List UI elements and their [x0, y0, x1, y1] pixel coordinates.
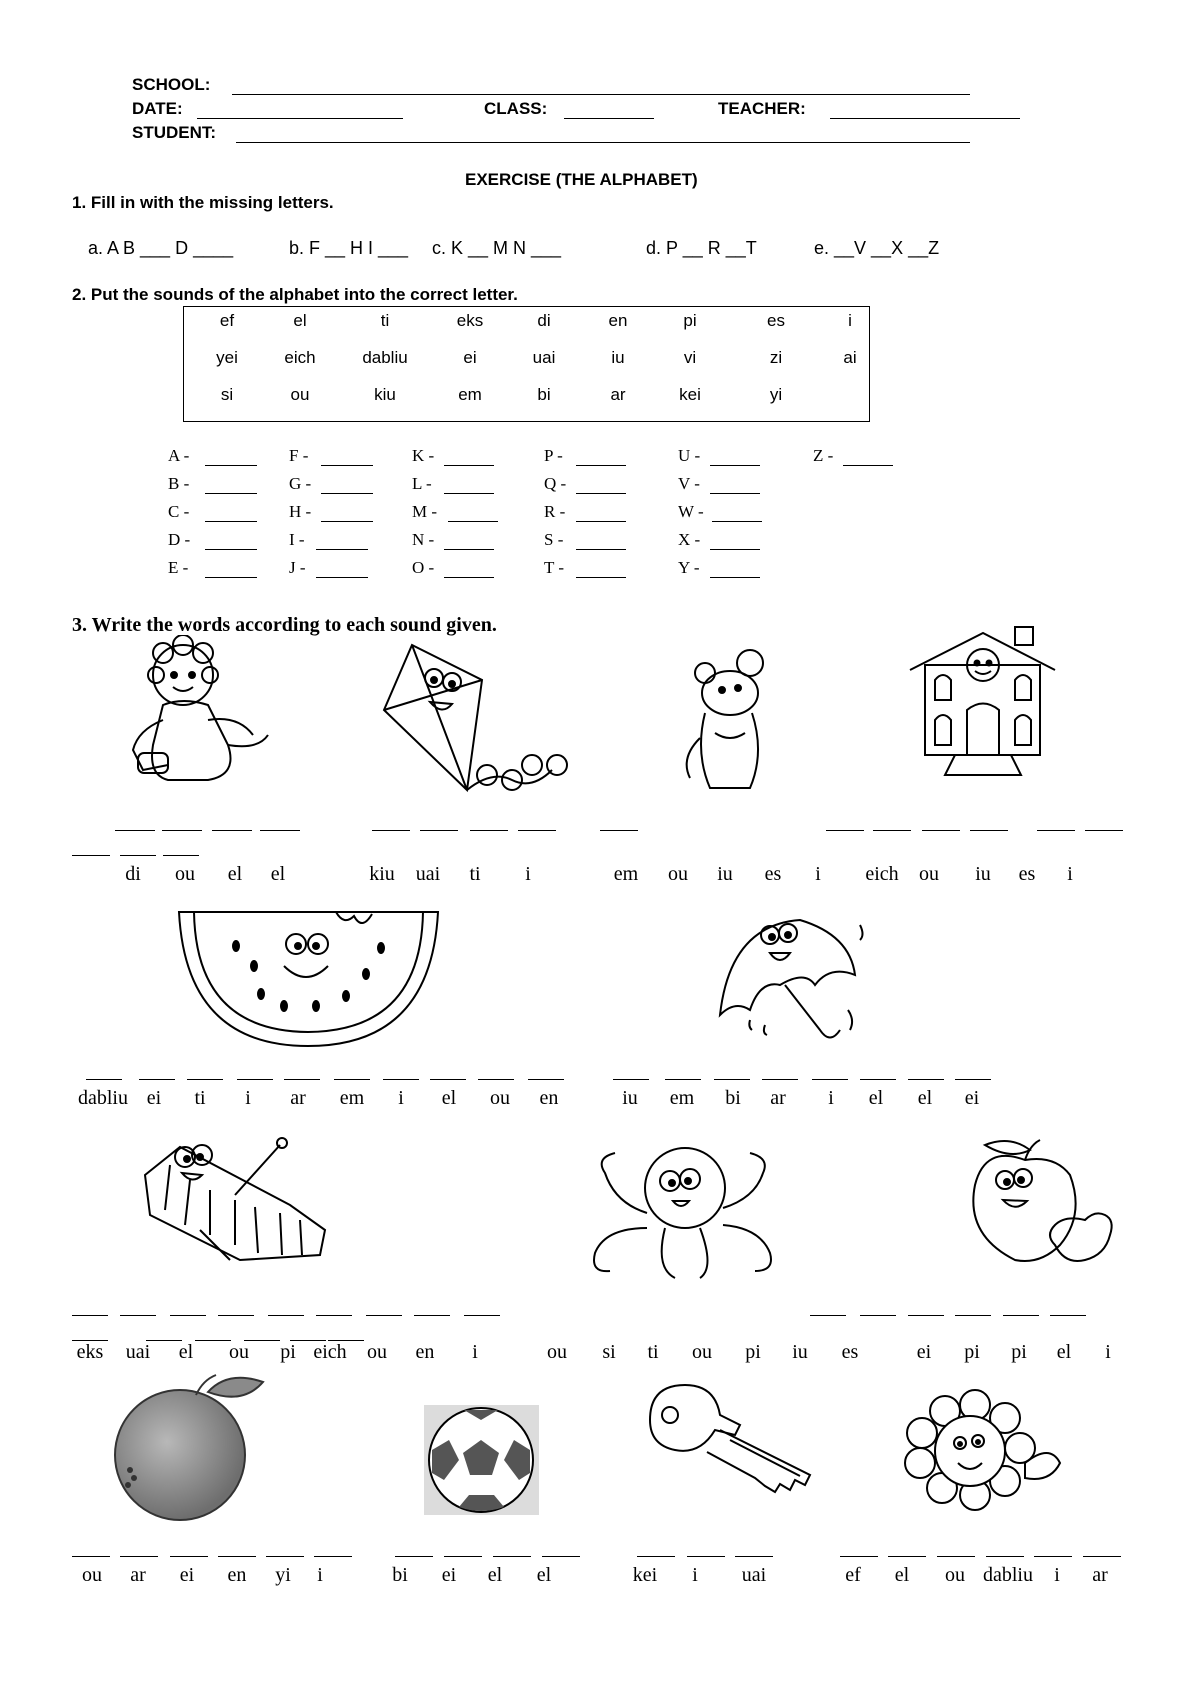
letter-blank[interactable] — [576, 521, 626, 522]
sound-label: ou — [919, 863, 939, 885]
sound-label: en — [539, 1087, 559, 1109]
sound-label: en — [227, 1564, 247, 1586]
sound-label: em — [669, 1087, 695, 1109]
answer-blank[interactable] — [366, 1315, 402, 1316]
sound-label: ti — [469, 863, 481, 885]
answer-blank[interactable] — [1037, 830, 1075, 831]
letter-label: K - — [412, 446, 435, 465]
letter-blank[interactable] — [710, 549, 760, 550]
answer-blank[interactable] — [922, 830, 960, 831]
letter-label: R - — [544, 502, 566, 521]
ex1-item-e: e. __V __X __Z — [814, 238, 940, 258]
sound-label: kei — [632, 1564, 658, 1586]
answer-blank[interactable] — [237, 1079, 273, 1080]
answer-blank[interactable] — [1050, 1315, 1086, 1316]
date-field[interactable] — [197, 118, 403, 119]
answer-blank[interactable] — [187, 1079, 223, 1080]
answer-blank[interactable] — [86, 1079, 122, 1080]
sound: si — [220, 385, 234, 404]
sound-label: yi — [275, 1564, 291, 1586]
sound-label: ou — [547, 1341, 567, 1363]
letter-label: B - — [168, 474, 190, 493]
sound: di — [537, 311, 551, 330]
answer-blank[interactable] — [840, 1556, 878, 1557]
ex1-heading: 1. Fill in with the missing letters. — [72, 193, 334, 212]
answer-blank[interactable] — [1003, 1315, 1039, 1316]
sound-label: i — [1067, 863, 1073, 885]
answer-blank[interactable] — [665, 1079, 701, 1080]
ex1-item-b: b. F __ H I ___ — [289, 238, 409, 258]
sound-label: ou — [367, 1341, 387, 1363]
answer-blank[interactable] — [115, 830, 155, 831]
sound-label: i — [828, 1087, 834, 1109]
page-title: EXERCISE (THE ALPHABET) — [465, 170, 698, 189]
sound: en — [608, 311, 628, 330]
sound-label: ar — [130, 1564, 146, 1586]
letter-blank[interactable] — [316, 549, 368, 550]
sound-label: dabliu — [983, 1564, 1033, 1586]
letter-label: W - — [678, 502, 704, 521]
letter-label: A - — [168, 446, 190, 465]
letter-label: I - — [289, 530, 305, 549]
doll-icon — [128, 635, 298, 790]
sound: ai — [843, 348, 857, 367]
answer-blank[interactable] — [542, 1556, 580, 1557]
answer-blank[interactable] — [414, 1315, 450, 1316]
sound: ar — [610, 385, 626, 404]
letter-blank[interactable] — [576, 577, 626, 578]
answer-blank[interactable] — [613, 1079, 649, 1080]
sound-label: el — [178, 1341, 194, 1363]
sound: eich — [284, 348, 316, 367]
sound-label: i — [525, 863, 531, 885]
sound-label: en — [415, 1341, 435, 1363]
sound-label: di — [125, 863, 141, 885]
kite-icon — [382, 640, 582, 805]
answer-blank[interactable] — [518, 830, 556, 831]
sound-label: pi — [964, 1341, 980, 1363]
apple-icon — [965, 1135, 1120, 1270]
answer-blank[interactable] — [268, 1315, 304, 1316]
answer-blank[interactable] — [970, 830, 1008, 831]
sound-label: i — [317, 1564, 323, 1586]
answer-blank[interactable] — [714, 1079, 750, 1080]
mouse-icon — [680, 648, 775, 803]
answer-blank[interactable] — [316, 1315, 352, 1316]
sound-label: eich — [313, 1341, 347, 1363]
sound-label: pi — [280, 1341, 296, 1363]
sound-label: kiu — [369, 863, 395, 885]
sound-label: ar — [770, 1087, 786, 1109]
answer-blank[interactable] — [1034, 1556, 1072, 1557]
answer-blank[interactable] — [120, 1315, 156, 1316]
sound: zi — [769, 348, 783, 367]
letter-blank[interactable] — [843, 465, 893, 466]
sound-label: ou — [175, 863, 195, 885]
answer-blank[interactable] — [395, 1556, 433, 1557]
letter-label: N - — [412, 530, 435, 549]
answer-blank[interactable] — [163, 855, 199, 856]
letter-blank[interactable] — [576, 465, 626, 466]
ex1-item-d: d. P __ R __T — [646, 238, 757, 258]
letter-label: H - — [289, 502, 312, 521]
ex3-heading: 3. Write the words according to each sound given. — [72, 614, 497, 636]
sound: dabliu — [362, 348, 408, 367]
letter-blank[interactable] — [205, 577, 257, 578]
answer-blank[interactable] — [139, 1079, 175, 1080]
sound-label: ou — [82, 1564, 102, 1586]
sound-label: el — [487, 1564, 503, 1586]
sound-label: ar — [1092, 1564, 1108, 1586]
answer-blank[interactable] — [908, 1315, 944, 1316]
letter-blank[interactable] — [710, 465, 760, 466]
teacher-field[interactable] — [830, 118, 1020, 119]
answer-blank[interactable] — [888, 1556, 926, 1557]
answer-blank[interactable] — [464, 1315, 500, 1316]
sound-label: es — [764, 863, 782, 885]
letter-blank[interactable] — [321, 493, 373, 494]
ex1-item-c: c. K __ M N ___ — [432, 238, 562, 258]
sound-label: iu — [792, 1341, 808, 1363]
sound: yi — [769, 385, 783, 404]
sound-label: eks — [76, 1341, 104, 1363]
letter-label: F - — [289, 446, 309, 465]
sound-label: i — [245, 1087, 251, 1109]
house-icon — [905, 625, 1060, 785]
letter-blank[interactable] — [576, 549, 626, 550]
answer-blank[interactable] — [72, 1556, 110, 1557]
flower-icon — [880, 1383, 1065, 1518]
sound: iu — [611, 348, 625, 367]
student-field[interactable] — [236, 142, 970, 143]
sound-label: el — [227, 863, 243, 885]
sound-label: si — [602, 1341, 616, 1363]
sound-label: pi — [745, 1341, 761, 1363]
sound-label: uai — [125, 1341, 151, 1363]
sound-label: ou — [668, 863, 688, 885]
letter-blank[interactable] — [576, 493, 626, 494]
letter-blank[interactable] — [712, 521, 762, 522]
answer-blank[interactable] — [72, 855, 110, 856]
sound: ef — [219, 311, 235, 330]
answer-blank[interactable] — [762, 1079, 798, 1080]
answer-blank[interactable] — [1085, 830, 1123, 831]
sound-label: ei — [916, 1341, 932, 1363]
sound-label: es — [841, 1341, 859, 1363]
letter-label: G - — [289, 474, 312, 493]
letter-label: E - — [168, 558, 189, 577]
sound: kei — [679, 385, 701, 404]
answer-blank[interactable] — [334, 1079, 370, 1080]
sound: yei — [216, 348, 238, 367]
letter-label: J - — [289, 558, 306, 577]
answer-blank[interactable] — [812, 1079, 848, 1080]
answer-blank[interactable] — [470, 830, 508, 831]
letter-label: X - — [678, 530, 701, 549]
date-label: DATE: — [132, 99, 183, 118]
sound-label: bi — [392, 1564, 408, 1586]
answer-blank[interactable] — [146, 1340, 182, 1341]
sound-label: ti — [647, 1341, 659, 1363]
watermelon-icon — [176, 906, 441, 1051]
sound: uai — [532, 348, 556, 367]
student-label: STUDENT: — [132, 123, 217, 142]
sound-label: ou — [490, 1087, 510, 1109]
sound-label: el — [894, 1564, 910, 1586]
sound-label: ou — [945, 1564, 965, 1586]
sound-label: el — [868, 1087, 884, 1109]
sound-label: i — [815, 863, 821, 885]
sound: es — [767, 311, 785, 330]
sound-label: pi — [1011, 1341, 1027, 1363]
answer-blank[interactable] — [72, 1315, 108, 1316]
letter-label: P - — [544, 446, 563, 465]
letter-label: D - — [168, 530, 191, 549]
sound-label: i — [472, 1341, 478, 1363]
sound-label: i — [1054, 1564, 1060, 1586]
letter-label: O - — [412, 558, 435, 577]
sound-label: ei — [146, 1087, 162, 1109]
answer-blank[interactable] — [860, 1315, 896, 1316]
umbrella-icon — [710, 905, 870, 1055]
sound-label: el — [917, 1087, 933, 1109]
sound: bi — [537, 385, 551, 404]
answer-blank[interactable] — [266, 1556, 304, 1557]
orange-icon — [108, 1370, 268, 1525]
sound: ei — [463, 348, 477, 367]
answer-blank[interactable] — [1083, 1556, 1121, 1557]
sound: el — [293, 311, 307, 330]
letter-blank[interactable] — [444, 465, 494, 466]
letter-blank[interactable] — [205, 465, 257, 466]
xylophone-icon — [140, 1135, 330, 1265]
sound-label: i — [1105, 1341, 1111, 1363]
letter-label: T - — [544, 558, 564, 577]
sound-label: iu — [622, 1087, 638, 1109]
key-icon — [645, 1380, 820, 1500]
sound-label: ou — [229, 1341, 249, 1363]
sound: i — [848, 311, 852, 330]
answer-blank[interactable] — [383, 1079, 419, 1080]
answer-blank[interactable] — [372, 830, 410, 831]
letter-blank[interactable] — [321, 521, 373, 522]
answer-blank[interactable] — [420, 830, 458, 831]
sound-label: uai — [415, 863, 441, 885]
letter-label: L - — [412, 474, 432, 493]
ex1-item-a: a. A B ___ D ____ — [88, 238, 234, 258]
answer-blank[interactable] — [212, 830, 252, 831]
letter-label: Z - — [813, 446, 834, 465]
sound-label: ar — [290, 1087, 306, 1109]
sound-label: ou — [692, 1341, 712, 1363]
sound: em — [458, 385, 482, 404]
answer-blank[interactable] — [908, 1079, 944, 1080]
sound: vi — [683, 348, 697, 367]
letter-blank[interactable] — [710, 493, 760, 494]
sound: ti — [380, 311, 390, 330]
letter-label: C - — [168, 502, 190, 521]
sound-label: ti — [194, 1087, 206, 1109]
sound-label: ei — [441, 1564, 457, 1586]
class-field[interactable] — [564, 118, 654, 119]
answer-blank[interactable] — [244, 1340, 280, 1341]
sound: ou — [290, 385, 310, 404]
answer-blank[interactable] — [810, 1315, 846, 1316]
sound-label: el — [270, 863, 286, 885]
answer-blank[interactable] — [170, 1556, 208, 1557]
answer-blank[interactable] — [120, 1556, 158, 1557]
sound: eks — [456, 311, 484, 330]
sound-label: uai — [741, 1564, 767, 1586]
sound-label: eich — [865, 863, 899, 885]
letter-blank[interactable] — [710, 577, 760, 578]
answer-blank[interactable] — [986, 1556, 1024, 1557]
letter-label: V - — [678, 474, 700, 493]
answer-blank[interactable] — [600, 830, 638, 831]
sound-label: bi — [725, 1087, 741, 1109]
sound-label: em — [613, 863, 639, 885]
letter-label: Q - — [544, 474, 567, 493]
sound-label: iu — [717, 863, 733, 885]
letter-label: Y - — [678, 558, 700, 577]
school-field[interactable] — [232, 94, 970, 95]
sound-label: ef — [845, 1564, 861, 1586]
sound-label: i — [692, 1564, 698, 1586]
answer-blank[interactable] — [260, 830, 300, 831]
sound-label: ei — [964, 1087, 980, 1109]
sound-label: dabliu — [78, 1087, 128, 1109]
letter-blank[interactable] — [316, 577, 368, 578]
answer-blank[interactable] — [860, 1079, 896, 1080]
sound-label: es — [1018, 863, 1036, 885]
answer-blank[interactable] — [478, 1079, 514, 1080]
letter-blank[interactable] — [205, 549, 257, 550]
class-label: CLASS: — [484, 99, 548, 118]
ball-icon — [424, 1405, 539, 1515]
answer-blank[interactable] — [314, 1556, 352, 1557]
sound-label: ei — [179, 1564, 195, 1586]
letter-blank[interactable] — [321, 465, 373, 466]
sound: pi — [683, 311, 697, 330]
answer-blank[interactable] — [637, 1556, 675, 1557]
answer-blank[interactable] — [195, 1340, 231, 1341]
sound-label: em — [339, 1087, 365, 1109]
letter-blank[interactable] — [444, 577, 494, 578]
octopus-icon — [585, 1143, 780, 1283]
sound-label: el — [536, 1564, 552, 1586]
letter-label: S - — [544, 530, 564, 549]
answer-blank[interactable] — [430, 1079, 466, 1080]
sound-label: el — [1056, 1341, 1072, 1363]
answer-blank[interactable] — [170, 1315, 206, 1316]
teacher-label: TEACHER: — [718, 99, 806, 118]
answer-blank[interactable] — [444, 1556, 482, 1557]
answer-blank[interactable] — [218, 1315, 254, 1316]
answer-blank[interactable] — [735, 1556, 773, 1557]
letter-label: M - — [412, 502, 438, 521]
letter-blank[interactable] — [205, 493, 257, 494]
sound-label: i — [398, 1087, 404, 1109]
answer-blank[interactable] — [687, 1556, 725, 1557]
letter-blank[interactable] — [205, 521, 257, 522]
answer-blank[interactable] — [826, 830, 864, 831]
answer-blank[interactable] — [873, 830, 911, 831]
answer-blank[interactable] — [284, 1079, 320, 1080]
answer-blank[interactable] — [493, 1556, 531, 1557]
sound: kiu — [374, 385, 396, 404]
answer-blank[interactable] — [955, 1079, 991, 1080]
answer-blank[interactable] — [120, 855, 156, 856]
sound-label: iu — [975, 863, 991, 885]
ex2-heading: 2. Put the sounds of the alphabet into the correct letter. — [72, 285, 518, 304]
answer-blank[interactable] — [218, 1556, 256, 1557]
answer-blank[interactable] — [528, 1079, 564, 1080]
answer-blank[interactable] — [937, 1556, 975, 1557]
letter-blank[interactable] — [448, 521, 498, 522]
letter-blank[interactable] — [444, 549, 494, 550]
sound-label: el — [441, 1087, 457, 1109]
letter-blank[interactable] — [444, 493, 494, 494]
answer-blank[interactable] — [955, 1315, 991, 1316]
answer-blank[interactable] — [162, 830, 202, 831]
school-label: SCHOOL: — [132, 75, 211, 94]
letter-label: U - — [678, 446, 701, 465]
